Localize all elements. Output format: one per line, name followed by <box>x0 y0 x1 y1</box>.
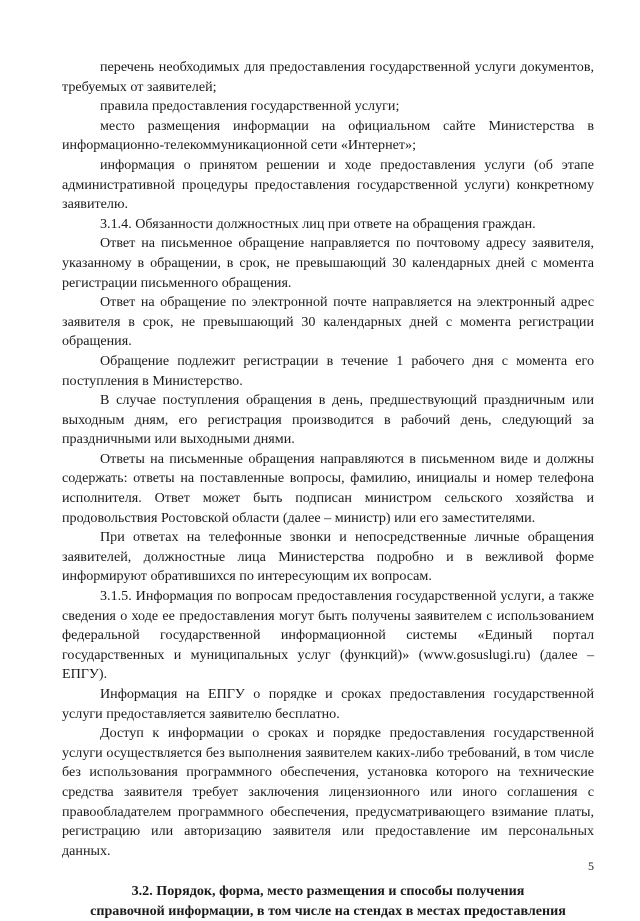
paragraph: место размещения информации на официальном сайте Министерства в информационно-телекоммуникационной сети «Интернет»; <box>62 117 594 154</box>
paragraph: Ответ на обращение по электронной почте направляется на электронный адрес заявителя в срок, не превышающий 30 календарных дней с момента регистрации обращения. <box>62 294 594 350</box>
section-heading <box>62 881 594 921</box>
section-heading-line: справочной информации, в том числе на стендах в местах предоставления <box>90 903 566 920</box>
paragraph: информация о принятом решении и ходе предоставления услуги (об этапе административной процедуры предоставления государственной услуги) конкретному заявителю. <box>62 156 594 213</box>
paragraph: При ответах на телефонные звонки и непосредственные личные обращения заявителей, должностные лица Министерства подробно и в вежливой форме информируют обратившихся по интересующим их вопросам. <box>62 529 594 585</box>
paragraph: правила предоставления государственной услуги; <box>100 98 400 115</box>
section-subheading: 3.1.4. Обязанности должностных лиц при ответе на обращения граждан. <box>100 215 536 232</box>
paragraph: Информация на ЕПГУ о порядке и сроках предоставления государственной услуги предоставляется заявителю бесплатно. <box>62 686 594 722</box>
document-page <box>62 58 594 921</box>
page-number: 5 <box>588 859 594 873</box>
paragraph: В случае поступления обращения в день, предшествующий праздничным или выходным дням, его регистрация производится в рабочий день, следующий за праздничными или выходными днями. <box>62 392 594 448</box>
section-heading-line: 3.2. Порядок, форма, место размещения и способы получения <box>131 883 525 900</box>
paragraph: Обращение подлежит регистрации в течение 1 рабочего дня с момента его поступления в Министерство. <box>62 352 594 389</box>
paragraph: перечень необходимых для предоставления государственной услуги документов, требуемых от заявителей; <box>62 59 594 95</box>
paragraph: 3.1.5. Информация по вопросам предоставления государственной услуги, а также сведения о ходе ее предоставления могут быть получены заявителем с использованием федеральной государственной информационной системы «Единый портал государственных и муниципальных услуг (функций)» (www.gosuslugi.ru) (далее – ЕПГУ). <box>62 588 594 683</box>
paragraph: Доступ к информации о сроках и порядке предоставления государственной услуги осуществляется без выполнения заявителем каких-либо требований, в том числе без использования программного обеспечения, установка которого на технические средства заявителя требует заключения лицензионного или иного соглашения с правообладателем программного обеспечения, предусматривающего взимание платы, регистрацию или авторизацию заявителя или предоставление им персональных данных. <box>62 725 594 859</box>
paragraph: Ответ на письменное обращение направляется по почтовому адресу заявителя, указанному в обращении, в срок, не превышающий 30 календарных дней с момента регистрации письменного обращения. <box>62 235 594 291</box>
paragraph: Ответы на письменные обращения направляются в письменном виде и должны содержать: ответы на поставленные вопросы, фамилию, инициалы и номер телефона исполнителя. Ответ может быть подписан министром сельского хозяйства и продовольствия Ростовской области (далее – министр) или его заместителями. <box>62 450 594 526</box>
